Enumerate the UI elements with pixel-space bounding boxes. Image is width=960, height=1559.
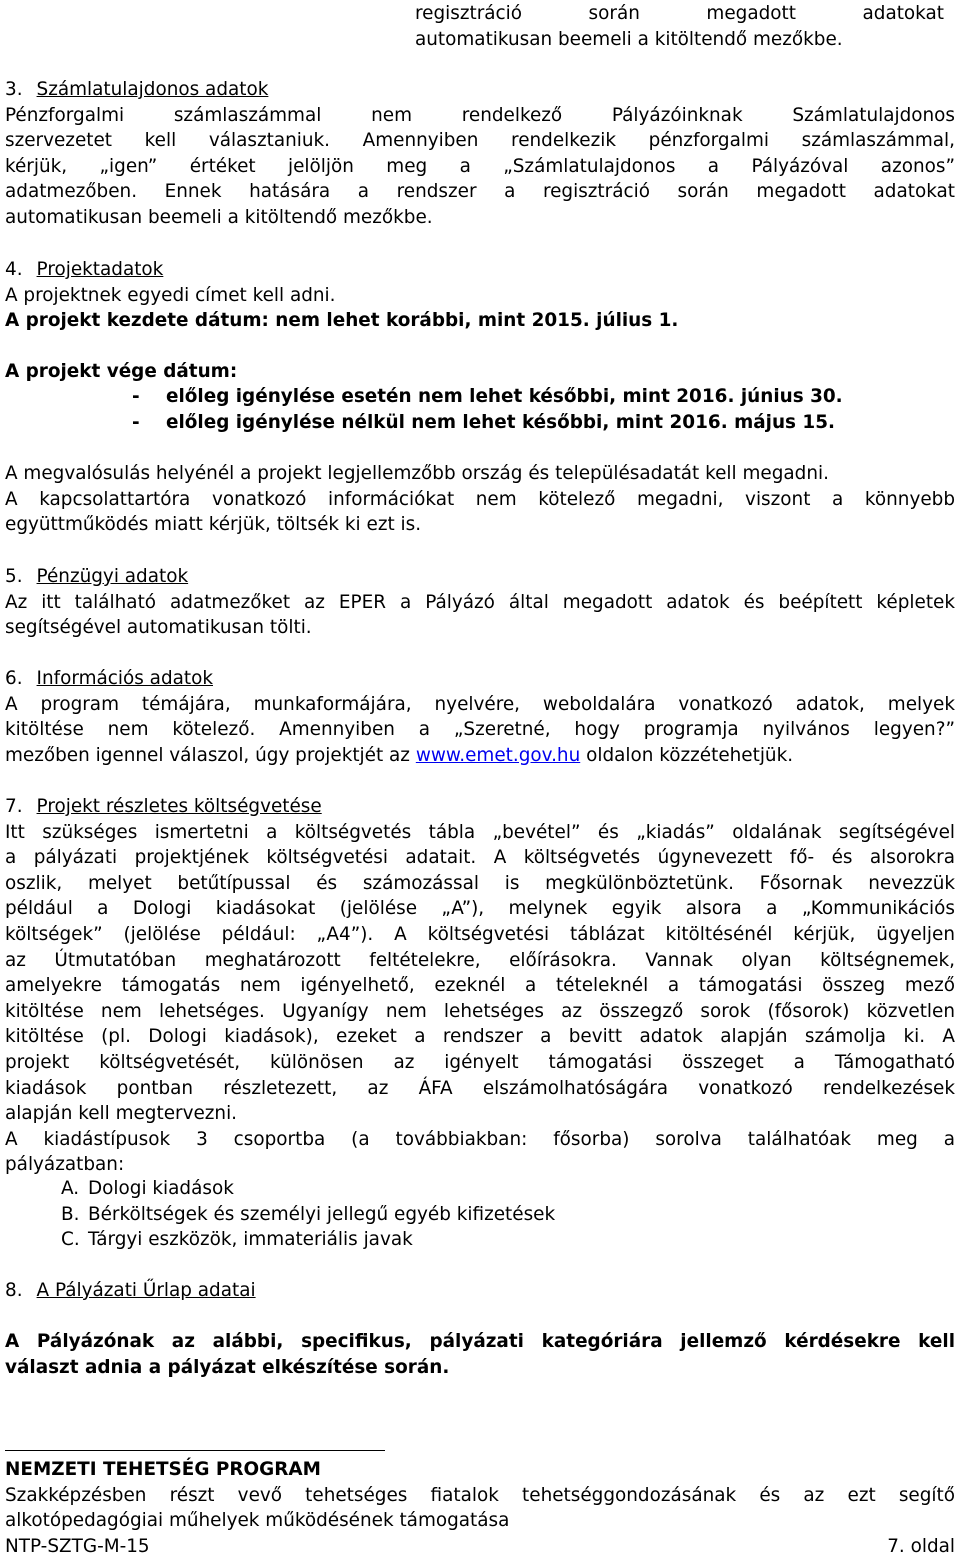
footer: NEMZETI TEHETSÉG PROGRAM Szakképzésben részt vevő tehetséges fiatalok tehetséggondozásának és az ezt segítő alkotópedagógiai műhelyek működésének támogatása NTP-SZTG-M-15 7. oldal [5,1457,955,1559]
section-8-text: A Pályázónak az alábbi, specifikus, pályázati kategóriára jellemző kérdésekre kell választ adnia a pályázat elkészítése során. [5,1331,955,1378]
section-5-heading: 5. Pénzügyi adatok [5,566,189,587]
section-7-heading: 7. Projekt részletes költségvetése [5,796,322,817]
section-4: 4. Projektadatok A projektnek egyedi címet kell adni. A projekt kezdete dátum: nem lehet korábbi, mint 2015. július 1. [5,257,955,334]
section-8-heading: 8. A Pályázati Űrlap adatai [5,1280,256,1301]
list-item: C. Tárgyi eszközök, immateriális javak [61,1229,413,1250]
emet-website-link[interactable]: www.emet.gov.hu [415,744,581,766]
section-6: 6. Információs adatok A program témájára, munkaformájára, nyelvére, weboldalára vonatkozó adatok, melyek kitöltése nem kötelező. Amennyiben a „Szeretné, hogy programja nyilvános legyen?” mezőben igennel válaszol, úgy projektjét az www.emet.gov.hu oldalon közzétehetjük. [5,668,955,766]
footer-divider [5,1450,385,1451]
section-3: 3. Számlatulajdonos adatok Pénzforgalmi számlaszámmal nem rendelkező Pályázóinknak Számlatulajdonos szervezetet kell választaniuk. Amennyiben rendelkezik pénzforgalmi számlaszámmal, kérjük, „igen” értéket jelöljön meg a „Számlatulajdonos a Pályázóval azonos” adatmezőben. Ennek hatására a rendszer a regisztráció során megadott adatokat automatikusan beemeli a kitöltendő mezőkbe. [5,79,955,228]
section-4-heading: 4. Projektadatok [5,259,164,280]
program-name: NEMZETI TEHETSÉG PROGRAM [5,1459,321,1480]
section-3-heading: 3. Számlatulajdonos adatok [5,79,269,100]
project-start-rule: A projekt kezdete dátum: nem lehet korábbi, mint 2015. július 1. [5,310,679,332]
bullet-item: - előleg igénylése esetén nem lehet későbbi, mint 2016. június 30. [132,386,843,407]
section-4-paragraphs: A megvalósulás helyénél a projekt legjellemzőbb ország és településadatát kell megadni. A kapcsolattartóra vonatkozó információkat nem kötelező megadni, viszont a könnyebb együttműködés miatt kérjük, töltsék ki ezt is. [5,463,955,536]
section-7: 7. Projekt részletes költségvetése Itt szükséges ismertetni a költségvetés tábla „bevétel” és „kiadás” oldalának segítségével a pályázati projektjének költségvetési adatait. A költségvetés úgynevezett fő- és alsorokra oszlik, melyet betűtípussal és számozással is megkülönböztetünk. Fősornak nevezzük például a Dologi kiadásokat (jelölése „A”), melynek egyik alsora a „Kommunikációs költségek” (jelölése például: „A4”). A költségvetési táblázat kitöltésénél kérjük, ügyeljen az Útmutatóban meghatározott feltételekre, előírásokra. Vannak olyan költségnemek, amelyekre támogatás nem igényelhető, ezeknél a tételeknél a támogatási összeg mező kitöltése nem lehetséges. Ugyanígy nem lehetséges az összegző sorok (fősorok) közvetlen kitöltése (pl. Dologi kiadások), ezeket a rendszer a bevitt adatok alapján számolja ki. A projekt költségvetését, különösen az igényelt támogatási összeget a Támogatható kiadások pontban részletezett, az ÁFA elszámolhatóságára vonatkozó rendelkezések alapján kell megtervezni. A kiadástípusok 3 csoportba (a továbbiakban: fősorba) sorolva találhatóak meg a pályázatban: [5,796,955,1176]
project-end-title: A projekt vége dátum: [5,361,238,382]
page-number: 7. oldal [887,1535,955,1557]
document-code: NTP-SZTG-M-15 [5,1535,150,1557]
continuation-text: regisztráció során megadott adatokat automatikusan beemeli a kitöltendő mezőkbe. [415,3,944,50]
bullet-item: - előleg igénylése nélkül nem lehet későbbi, mint 2016. május 15. [132,412,835,433]
list-item: B. Bérköltségek és személyi jellegű egyéb kifizetések [61,1204,556,1225]
section-6-heading: 6. Információs adatok [5,668,213,689]
section-5: 5. Pénzügyi adatok Az itt található adatmezőket az EPER a Pályázó által megadott adatok és beépített képletek segítségével automatikusan tölti. [5,566,955,639]
list-item: A. Dologi kiadások [61,1178,234,1199]
